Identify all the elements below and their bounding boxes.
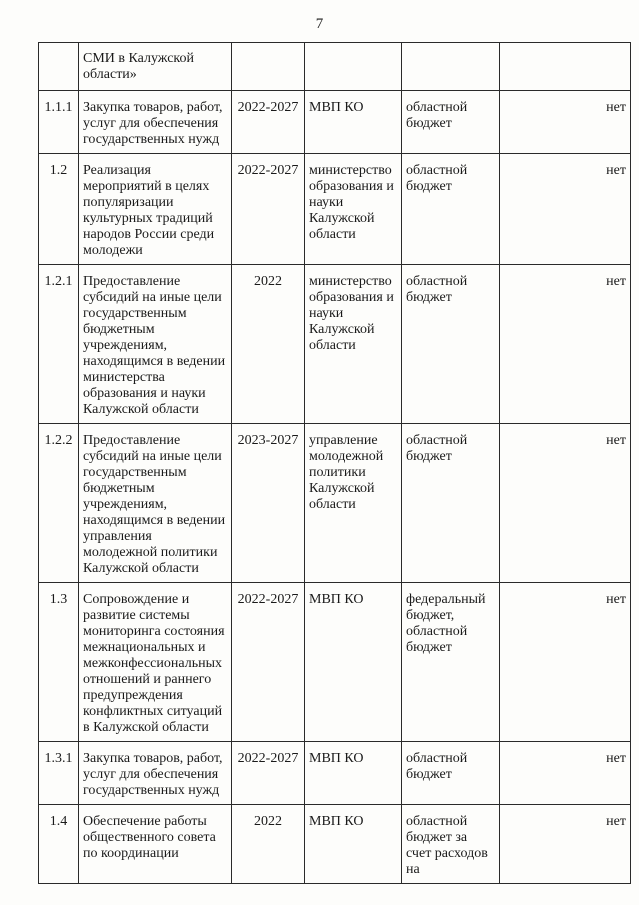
funding-source: областной бюджет за счет расходов на <box>402 805 500 884</box>
executor: МВП КО <box>305 583 402 742</box>
flag-cell: нет <box>500 805 631 884</box>
executor: министерство образования и науки Калужской области <box>305 154 402 265</box>
measure-name: Обеспечение работы общественного совета по координации <box>79 805 232 884</box>
flag-cell: нет <box>500 583 631 742</box>
row-number: 1.2 <box>39 154 79 265</box>
executor: МВП КО <box>305 742 402 805</box>
table-row <box>39 805 631 884</box>
measure-name: Закупка товаров, работ, услуг для обеспечения государственных нужд <box>79 91 232 154</box>
funding-source: областной бюджет <box>402 265 500 424</box>
table-row <box>39 742 631 805</box>
flag-cell <box>500 43 631 91</box>
funding-source <box>402 43 500 91</box>
funding-source: областной бюджет <box>402 424 500 583</box>
measure-name: Предоставление субсидий на иные цели государственным бюджетным учреждениям, находящимся в ведении министерства образования и науки Калужской области <box>79 265 232 424</box>
table-row <box>39 265 631 424</box>
implementation-years: 2023-2027 <box>232 424 305 583</box>
row-number: 1.4 <box>39 805 79 884</box>
implementation-years: 2022-2027 <box>232 583 305 742</box>
executor: управление молодежной политики Калужской области <box>305 424 402 583</box>
executor <box>305 43 402 91</box>
row-number <box>39 43 79 91</box>
flag-cell: нет <box>500 424 631 583</box>
funding-source: федеральный бюджет, областной бюджет <box>402 583 500 742</box>
implementation-years: 2022-2027 <box>232 154 305 265</box>
table-row <box>39 154 631 265</box>
executor: МВП КО <box>305 91 402 154</box>
flag-cell: нет <box>500 265 631 424</box>
table-row <box>39 91 631 154</box>
measure-name: СМИ в Калужской области» <box>79 43 232 91</box>
implementation-years: 2022-2027 <box>232 91 305 154</box>
program-measures-table <box>38 42 631 884</box>
table-row <box>39 583 631 742</box>
implementation-years: 2022 <box>232 265 305 424</box>
implementation-years <box>232 43 305 91</box>
funding-source: областной бюджет <box>402 154 500 265</box>
flag-cell: нет <box>500 742 631 805</box>
flag-cell: нет <box>500 91 631 154</box>
implementation-years: 2022-2027 <box>232 742 305 805</box>
executor: МВП КО <box>305 805 402 884</box>
measure-name: Предоставление субсидий на иные цели государственным бюджетным учреждениям, находящимся в ведении управления молодежной политики Калужской области <box>79 424 232 583</box>
funding-source: областной бюджет <box>402 91 500 154</box>
row-number: 1.2.1 <box>39 265 79 424</box>
measure-name: Реализация мероприятий в целях популяризации культурных традиций народов России среди молодежи <box>79 154 232 265</box>
executor: министерство образования и науки Калужской области <box>305 265 402 424</box>
row-number: 1.1.1 <box>39 91 79 154</box>
table-row <box>39 43 631 91</box>
page-number: 7 <box>315 16 324 32</box>
measure-name: Закупка товаров, работ, услуг для обеспечения государственных нужд <box>79 742 232 805</box>
table-row <box>39 424 631 583</box>
flag-cell: нет <box>500 154 631 265</box>
row-number: 1.2.2 <box>39 424 79 583</box>
measure-name: Сопровождение и развитие системы мониторинга состояния межнациональных и межконфессиональных отношений и раннего предупреждения конфликтных ситуаций в Калужской области <box>79 583 232 742</box>
implementation-years: 2022 <box>232 805 305 884</box>
funding-source: областной бюджет <box>402 742 500 805</box>
row-number: 1.3 <box>39 583 79 742</box>
row-number: 1.3.1 <box>39 742 79 805</box>
